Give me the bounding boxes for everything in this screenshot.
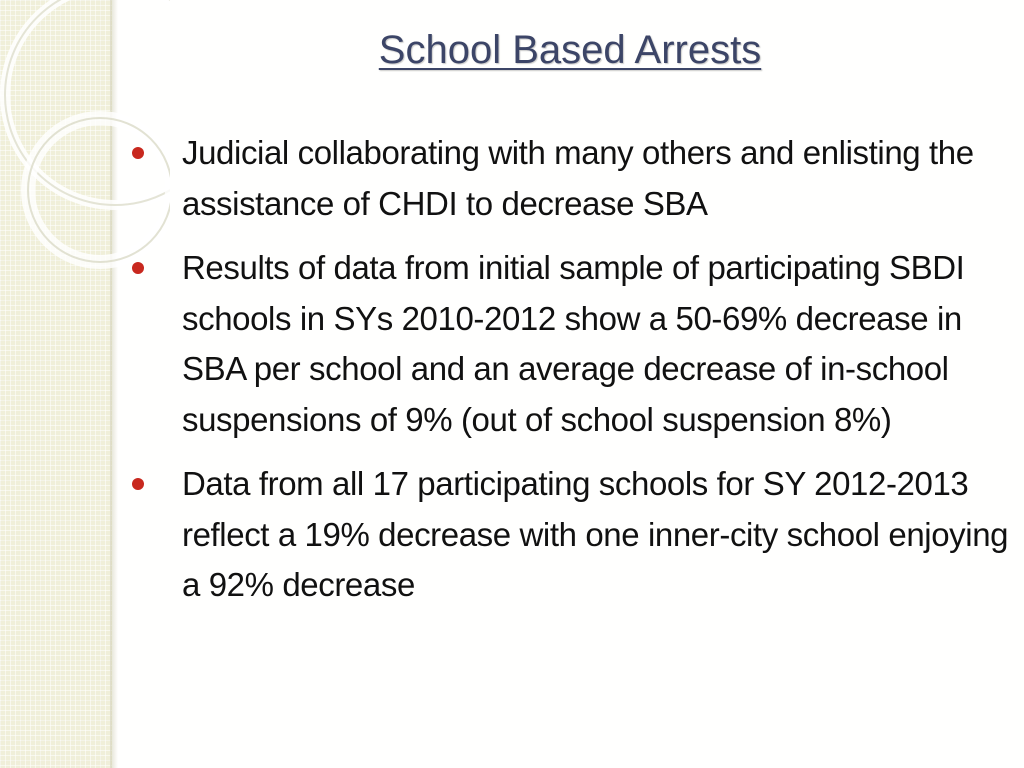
slide-title: School Based Arrests <box>378 28 762 72</box>
bullet-item <box>130 128 1010 229</box>
bullet-list <box>130 128 1010 625</box>
bullet-text: Results of data from initial sample of participating SBDI schools in SYs 2010-2012 show a 50-69% decrease in SBA per school and an average decrease of in-school suspensions of 9% (out of school suspension 8%) <box>182 249 965 438</box>
bullet-item <box>130 459 1010 611</box>
bullet-item <box>130 243 1010 445</box>
bullet-dot-icon <box>132 262 144 274</box>
bullet-text: Judicial collaborating with many others and enlisting the assistance of CHDI to decrease SBA <box>182 134 974 222</box>
bullet-text: Data from all 17 participating schools for SY 2012-2013 reflect a 19% decrease with one inner-city school enjoying a 92% decrease <box>182 465 1009 603</box>
bullet-dot-icon <box>132 478 144 490</box>
bullet-dot-icon <box>132 147 144 159</box>
